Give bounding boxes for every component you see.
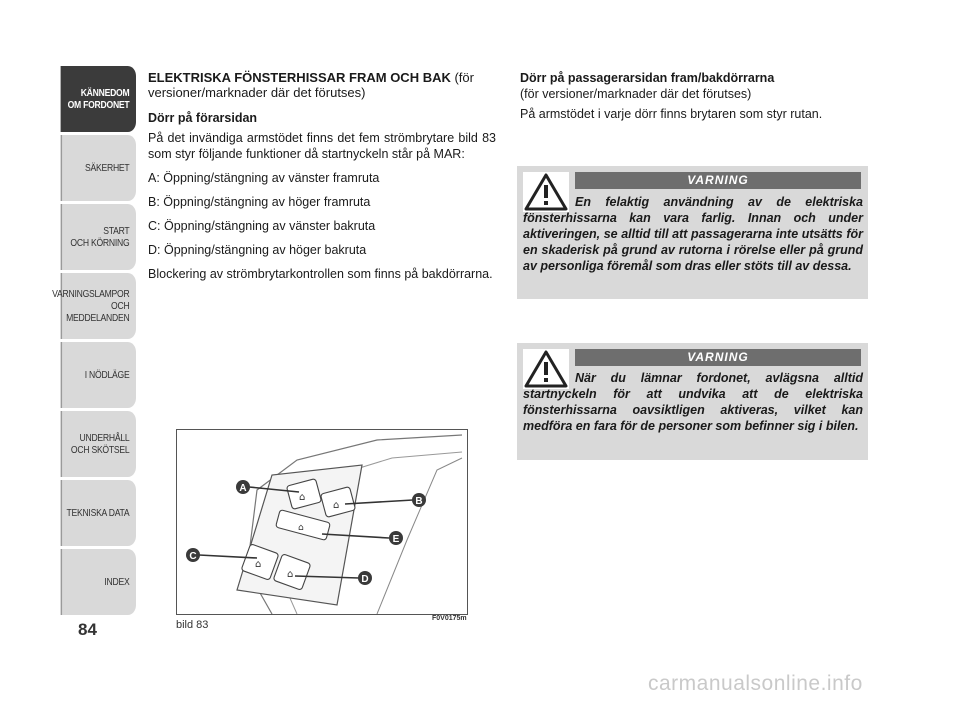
passenger-door-note: (för versioner/marknader där det förutses) bbox=[520, 87, 752, 101]
list-item-d: D: Öppning/stängning av höger bakruta bbox=[148, 243, 367, 257]
tab-tekniska-data[interactable]: TEKNISKA DATA bbox=[61, 480, 136, 546]
figure-caption: bild 83 bbox=[176, 619, 209, 631]
svg-text:⌂: ⌂ bbox=[298, 523, 304, 533]
figure-code: F0V0175m bbox=[432, 615, 467, 622]
label-d-marker bbox=[358, 571, 372, 585]
tab-varningslampor[interactable]: VARNINGSLAMPOR OCH MEDDELANDEN bbox=[61, 273, 136, 339]
driver-door-heading: Dörr på förarsidan bbox=[148, 111, 258, 125]
warning-title-2: VARNING bbox=[575, 349, 861, 366]
tab-underhall[interactable]: UNDERHÅLL OCH SKÖTSEL bbox=[61, 411, 136, 477]
passenger-door-heading: Dörr på passagerarsidan fram/bakdörrarna bbox=[520, 71, 775, 85]
switch-panel-illustration bbox=[177, 430, 467, 614]
list-item-b: B: Öppning/stängning av höger framruta bbox=[148, 195, 371, 209]
section-heading bbox=[148, 70, 496, 100]
blocking-paragraph: Blockering av strömbrytarkontrollen som finns på bakdörrarna. bbox=[148, 267, 493, 281]
label-d: D bbox=[361, 574, 369, 585]
passenger-door-text: På armstödet i varje dörr finns brytaren som styr rutan. bbox=[520, 107, 823, 121]
svg-text:⌂: ⌂ bbox=[287, 569, 294, 580]
tab-start[interactable]: START OCH KÖRNING bbox=[61, 204, 136, 270]
chapter-sidebar bbox=[44, 66, 136, 618]
svg-text:⌂: ⌂ bbox=[333, 500, 340, 511]
section-heading-note: (för versioner/marknader där det förutses) bbox=[148, 70, 474, 100]
warning-text-2: När du lämnar fordonet, avlägsna alltid startnyckeln för att undvika att de elektriska fönsterhissarna oavsiktligen aktiveras, vilket kan medföra en fara för de personer som befinner sig i bilen. bbox=[523, 371, 863, 433]
label-c-marker bbox=[186, 548, 200, 562]
label-a-marker bbox=[236, 480, 250, 494]
svg-text:⌂: ⌂ bbox=[255, 559, 262, 570]
intro-paragraph: På det invändiga armstödet finns det fem strömbrytare bild 83 som styr följande funktioner då startnyckeln står på MAR: bbox=[148, 131, 496, 161]
svg-text:⌂: ⌂ bbox=[299, 492, 306, 503]
watermark: carmanualsonline.info bbox=[648, 672, 863, 695]
warning-title-1: VARNING bbox=[575, 172, 861, 189]
label-e-marker bbox=[389, 531, 403, 545]
list-item-c: C: Öppning/stängning av vänster bakruta bbox=[148, 219, 376, 233]
figure-window-switches bbox=[176, 429, 468, 615]
warning-box-1 bbox=[517, 166, 868, 299]
warning-box-2 bbox=[517, 343, 868, 460]
tab-index[interactable]: INDEX bbox=[61, 549, 136, 615]
tab-kannedom[interactable]: KÄNNEDOM OM FORDONET bbox=[61, 66, 136, 132]
tab-sakerhet[interactable]: SÄKERHET bbox=[61, 135, 136, 201]
list-item-a: A: Öppning/stängning av vänster framruta bbox=[148, 171, 380, 185]
label-b: B bbox=[415, 496, 423, 507]
tab-nodlage[interactable]: I NÖDLÄGE bbox=[61, 342, 136, 408]
label-c: C bbox=[189, 551, 197, 562]
label-e: E bbox=[392, 534, 400, 545]
warning-text-1: En felaktig användning av de elektriska fönsterhissarna kan vara farlig. Innan och under aktiveringen, se alltid till att passagerarna inte utsätts för en skaderisk på grund av rutorna i rörelse eller på grund av personliga föremål som dras eller stöts till av dessa. bbox=[523, 195, 863, 273]
label-a: A bbox=[239, 483, 247, 494]
page-number: 84 bbox=[78, 620, 97, 639]
section-heading-title: ELEKTRISKA FÖNSTERHISSAR FRAM OCH BAK bbox=[148, 70, 451, 85]
left-column bbox=[148, 70, 496, 282]
right-column bbox=[520, 70, 870, 122]
label-b-marker bbox=[412, 493, 426, 507]
